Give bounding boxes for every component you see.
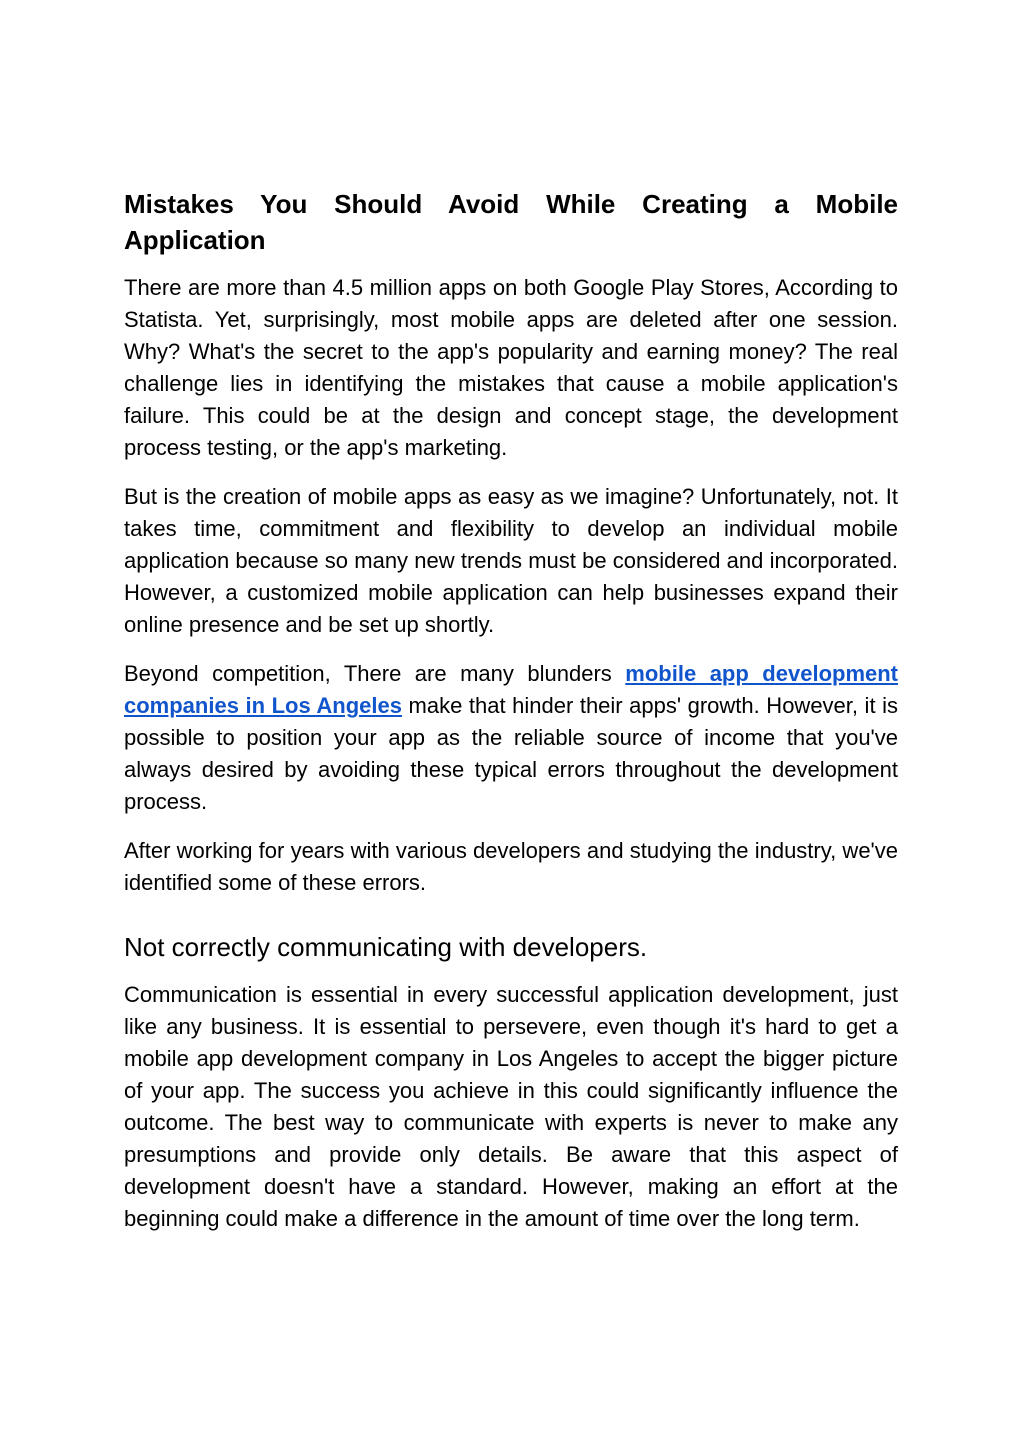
paragraph-creation: But is the creation of mobile apps as easy as we imagine? Unfortunately, not. It takes time, commitment and flexibility to develop an individual mobile application because so many new trends must be considered and incorporated. However, a customized mobile application can help businesses expand their online presence and be set up shortly. — [124, 484, 898, 637]
section-body: Communication is essential in every successful application development, just like any business. It is essential to persevere, even though it's hard to get a mobile app development company in Los Angeles to accept the bigger picture of your app. The success you achieve in this could significantly influence the outcome. The best way to communicate with experts is never to make any presumptions and provide only details. Be aware that this aspect of development doesn't have a standard. However, making an effort at the beginning could make a difference in the amount of time over the long term. — [124, 982, 898, 1231]
paragraph-competition-before-link: Beyond competition, There are many blunders — [124, 661, 626, 686]
paragraph-competition-after-link: make that hinder their apps' growth. However, it is possible to position your app as the reliable source of income that you've always desired by avoiding these typical errors throughout the development process. — [124, 693, 898, 814]
paragraph-intro: There are more than 4.5 million apps on both Google Play Stores, According to Statista. Yet, surprisingly, most mobile apps are deleted after one session. Why? What's the secret to the app's popularity and earning money? The real challenge lies in identifying the mistakes that cause a mobile application's failure. This could be at the design and concept stage, the development process testing, or the app's marketing. — [124, 275, 898, 460]
paragraph-competition — [124, 658, 898, 818]
document-title: Mistakes You Should Avoid While Creating a Mobile Application — [124, 189, 898, 255]
document-page — [124, 186, 898, 1252]
los-angeles-app-development-link[interactable]: mobile app development companies in Los Angeles — [124, 661, 899, 718]
section-heading: Not correctly communicating with developers. — [124, 932, 648, 962]
paragraph-errors-intro: After working for years with various developers and studying the industry, we've identified some of these errors. — [124, 838, 898, 895]
